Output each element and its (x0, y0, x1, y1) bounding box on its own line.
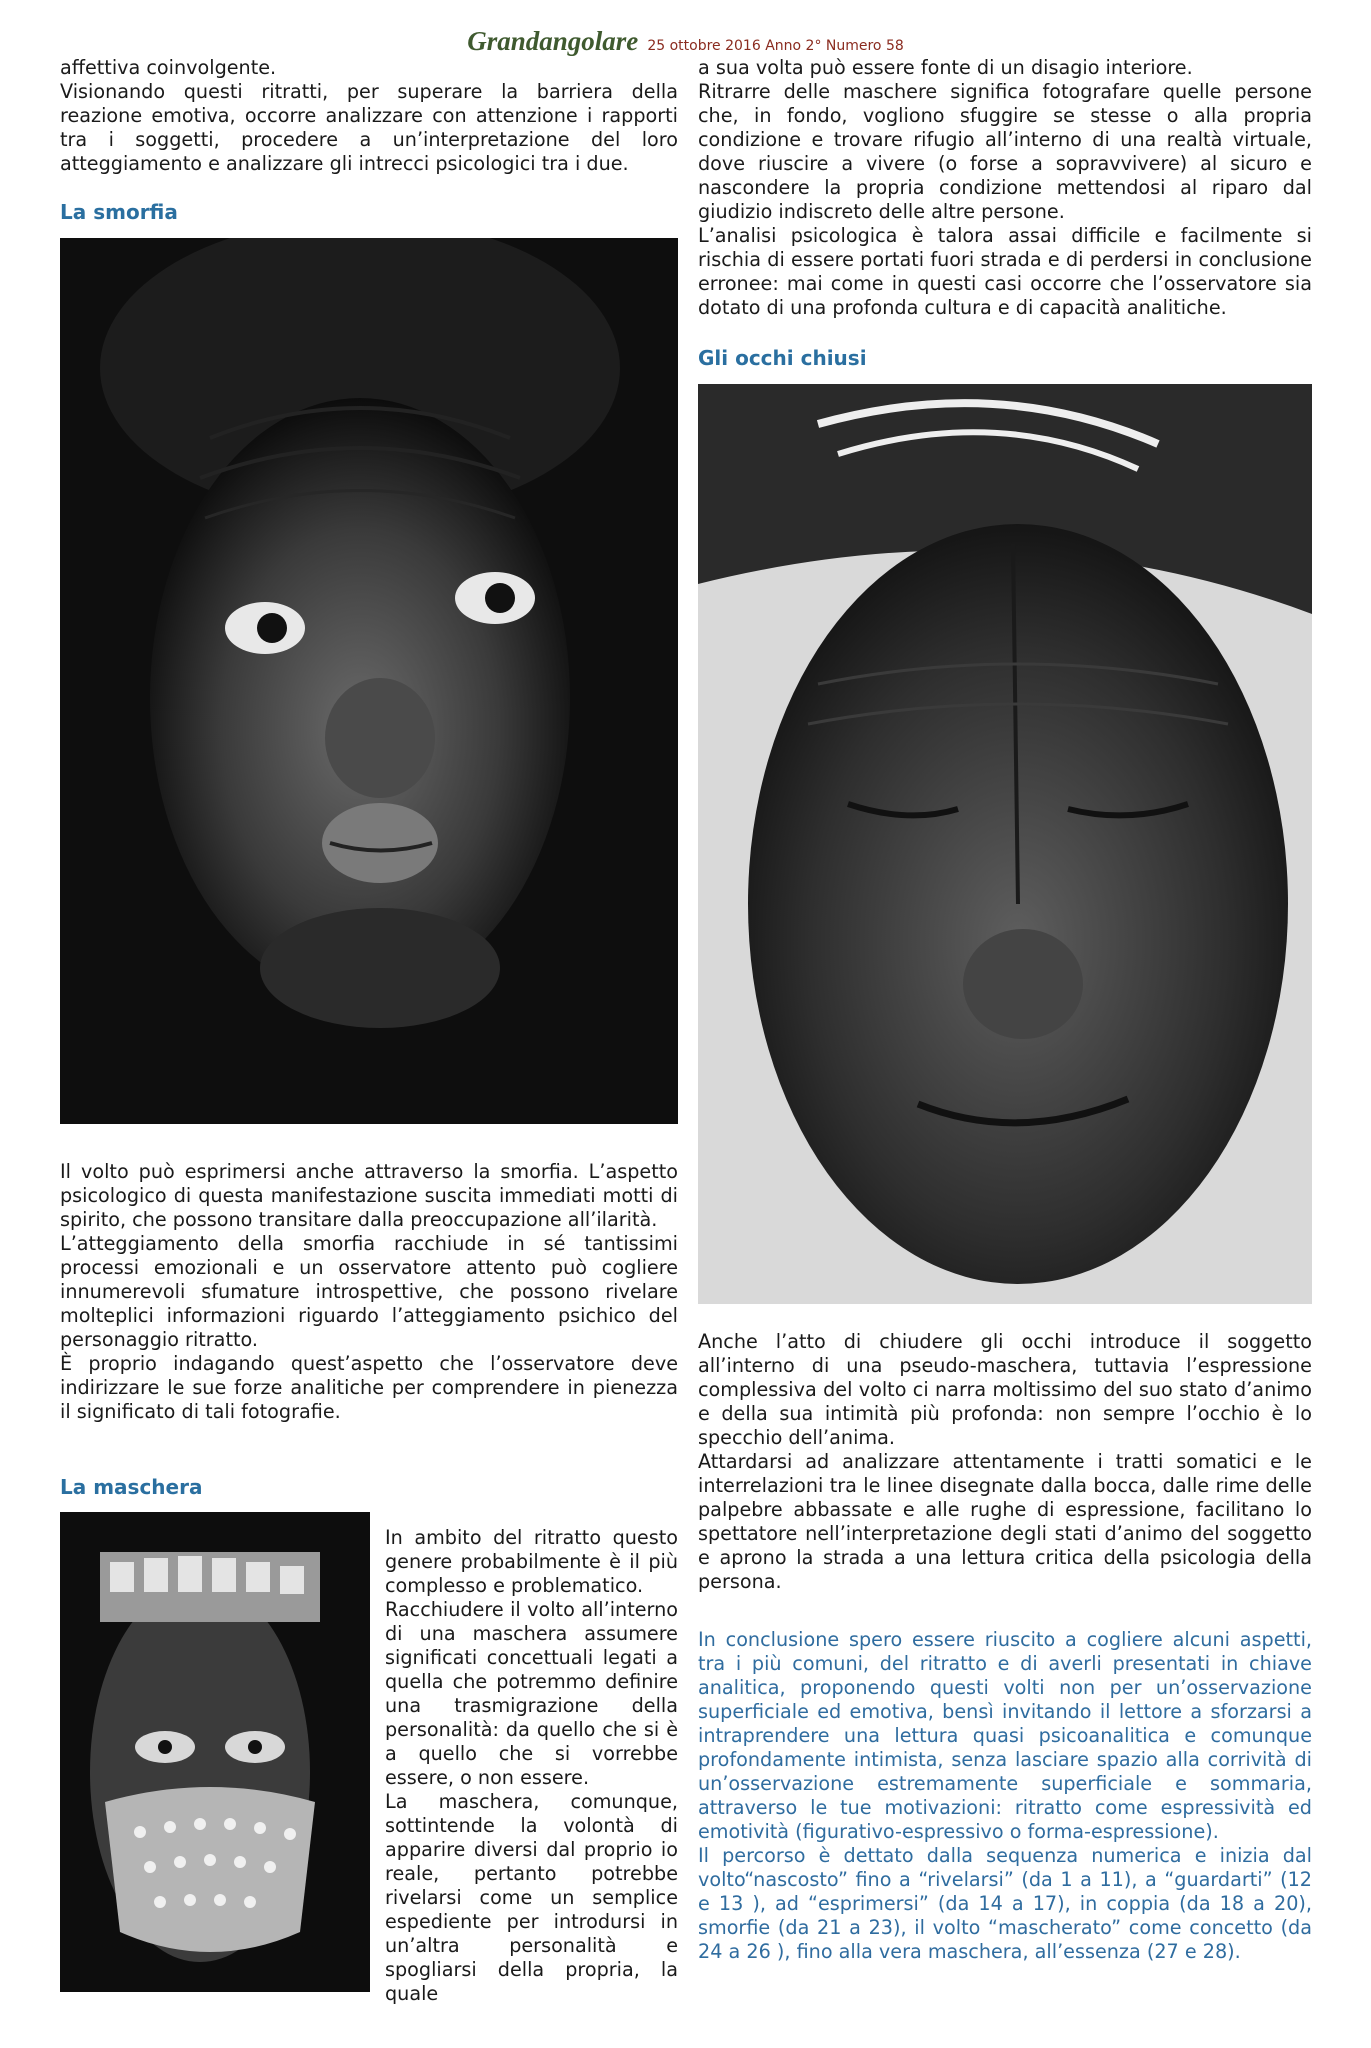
grimace-portrait-icon (60, 238, 678, 1124)
paragraph: L’analisi psicologica è talora assai difficile e facilmente si rischia di essere portati fuori strada e di perdersi in conclusione erronee: mai come in questi casi occorre che l’osservatore sia dotato di una profonda cultura e di capacità analitiche. (698, 224, 1312, 319)
paragraph: La maschera, comunque, sottintende la volontà di apparire diversi dal proprio io reale, pertanto potrebbe rivelarsi come un semplice espediente per introdursi in un’altra personalità e spogliarsi della propria, la quale (385, 1790, 678, 2005)
closed-eyes-photo (698, 384, 1312, 1304)
paragraph: È proprio indagando quest’aspetto che l’osservatore deve indirizzare le sue forze analitiche per comprendere in pienezza il significato di tali fotografie. (60, 1352, 678, 1423)
paragraph: In ambito del ritratto questo genere probabilmente è il più complesso e problematico. (385, 1526, 678, 1597)
conclusion (698, 1628, 1312, 1964)
masthead (0, 26, 1371, 57)
occhi-text (698, 1330, 1312, 1594)
heading-smorfia: La smorfia (60, 200, 178, 224)
left-intro (60, 56, 678, 176)
paragraph: Il volto può esprimersi anche attraverso la smorfia. L’aspetto psicologico di questa manifestazione suscita immediati motti di spirito, che possono transitare dalla preoccupazione all’ilarità. (60, 1160, 678, 1231)
heading-occhi-chiusi: Gli occhi chiusi (698, 346, 867, 370)
paragraph: In conclusione spero essere riuscito a cogliere alcuni aspetti, tra i più comuni, del ritratto e di averli presentati in chiave analitica, proponendo questi volti non per un’osservazione superficiale ed emotiva, bensì invitando il lettore a sforzarsi a intraprendere una lettura quasi psicoanalitica e comunque profondamente intimista, senza lasciare spazio alla corrività di un’osservazione estremamente superficiale e sommaria, attraverso le tue motivazioni: ritratto come espressività ed emotività (figurativo-espressivo o forma-espressione). (698, 1628, 1312, 1843)
paragraph: Attardarsi ad analizzare attentamente i tratti somatici e le interrelazioni tra le linee disegnate dalla bocca, dalle rime delle palpebre abbassate e alle rughe di espressione, facilitano lo spettatore nell’interpretazione degli stati d’animo del soggetto e aprono la strada a una lettura critica della psicologia della persona. (698, 1450, 1312, 1593)
right-intro (698, 56, 1312, 320)
paragraph: Anche l’atto di chiudere gli occhi introduce il soggetto all’interno di una pseudo-maschera, tuttavia l’espressione complessiva del volto ci narra moltissimo del suo stato d’animo e della sua intimità più profonda: non sempre l’occhio è lo specchio dell’anima. (698, 1330, 1312, 1449)
heading-maschera: La maschera (60, 1475, 203, 1499)
paragraph: Racchiudere il volto all’interno di una maschera assumere significati concettuali legati a quella che potremmo definire una trasmigrazione della personalità: da quello che si è a quello che si vorrebbe essere, o non essere. (385, 1598, 678, 1789)
issue-info: 25 ottobre 2016 Anno 2° Numero 58 (647, 38, 904, 54)
magazine-title: Grandangolare (467, 26, 639, 56)
smorfia-text (60, 1160, 678, 1424)
jeweled-mask-portrait-icon (60, 1512, 370, 1992)
paragraph: Visionando questi ritratti, per superare la barriera della reazione emotiva, occorre analizzare con attenzione i rapporti tra i soggetti, procedere a un’interpretazione del loro atteggiamento e analizzare gli intrecci psicologici tra i due. (60, 80, 678, 175)
maschera-text (385, 1526, 678, 2006)
closed-eyes-portrait-icon (698, 384, 1312, 1304)
paragraph: Il percorso è dettato dalla sequenza numerica e inizia dal volto“nascosto” fino a “rivelarsi” (da 1 a 11), a “guardarti” (12 e 13 ), ad “esprimersi” (da 14 a 17), in coppia (da 18 a 20), smorfie (da 21 a 23), il volto “mascherato” come concetto (da 24 a 26 ), fino alla vera maschera, all’essenza (27 e 28). (698, 1844, 1312, 1963)
paragraph: a sua volta può essere fonte di un disagio interiore. (698, 56, 1193, 79)
paragraph: Ritrarre delle maschere significa fotografare quelle persone che, in fondo, vogliono sfuggire se stesse o alla propria condizione e trovare rifugio all’interno di una realtà virtuale, dove riuscire a vivere (o forse a sopravvivere) al sicuro e nascondere la propria condizione mettendosi al riparo dal giudizio indiscreto delle altre persone. (698, 80, 1312, 223)
paragraph: affettiva coinvolgente. (60, 56, 277, 79)
mask-photo (60, 1512, 370, 1992)
paragraph: L’atteggiamento della smorfia racchiude in sé tantissimi processi emozionali e un osservatore attento può cogliere innumerevoli sfumature introspettive, che possono rivelare molteplici informazioni riguardo l’atteggiamento psichico del personaggio ritratto. (60, 1232, 678, 1351)
grimace-photo (60, 238, 678, 1124)
